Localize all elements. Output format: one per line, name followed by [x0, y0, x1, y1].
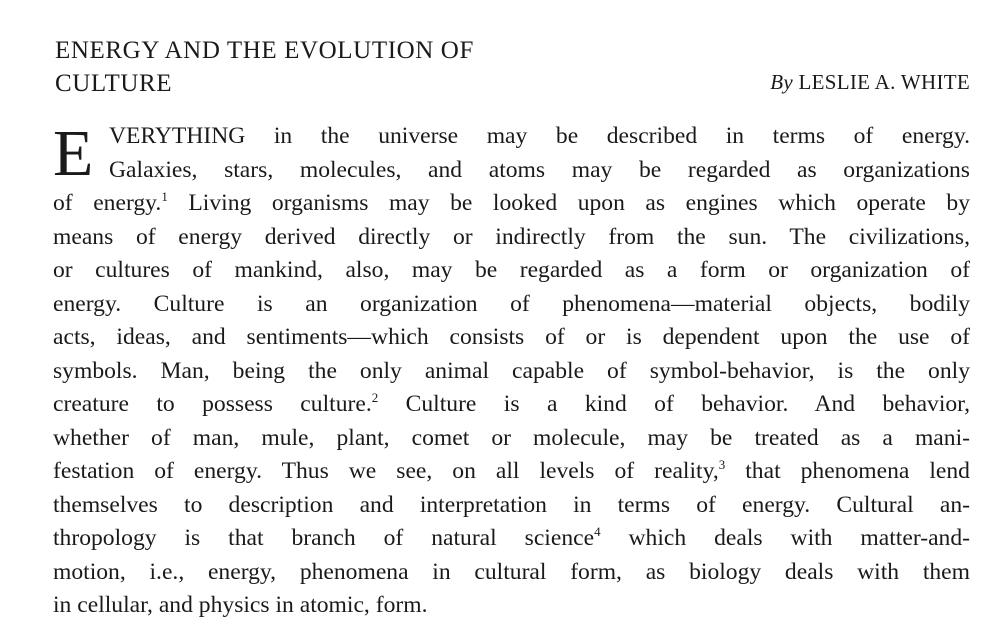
byline-prefix: By — [770, 70, 793, 94]
body-line: Galaxies, stars, molecules, and atoms may be regarded as organizations — [109, 156, 970, 183]
body-line: themselves to description and interpretation in terms of energy. Cultural an- — [53, 491, 970, 518]
body-line: VERYTHING in the universe may be described in terms of energy. — [109, 123, 970, 149]
body-line: in cellular, and physics in atomic, form. — [53, 592, 428, 618]
body-line: thropology is that branch of natural science$^4$ which deals with matter-and- — [53, 524, 970, 551]
body-line: festation of energy. Thus we see, on all levels of reality,$^3$ that phenomena lend — [53, 457, 970, 484]
footnote-ref-1: 1 — [161, 189, 168, 205]
body-line: acts, ideas, and sentiments—which consists of or is dependent upon the use of — [53, 324, 970, 350]
drop-cap: E — [53, 117, 94, 190]
body-line: of energy.$^1$ Living organisms may be looked upon as engines which operate by — [53, 189, 970, 216]
footnote-ref-3: 3 — [718, 457, 726, 473]
footnote-ref-2: 2 — [371, 390, 379, 406]
article-title — [55, 34, 474, 100]
article-body-paragraph — [53, 117, 970, 623]
body-line: motion, i.e., energy, phenomena in cultural form, as biology deals with them — [53, 558, 970, 585]
title-line-1: ENERGY AND THE EVOLUTION OF — [55, 37, 474, 64]
body-line: means of energy derived directly or indirectly from the sun. The civilizations, — [53, 223, 970, 250]
body-line: symbols. Man, being the only animal capable of symbol-behavior, is the only — [53, 357, 970, 384]
title-line-2: CULTURE — [55, 70, 173, 97]
body-line: energy. Culture is an organization of phenomena—material objects, bodily — [53, 290, 970, 317]
byline-author: LESLIE A. WHITE — [798, 70, 970, 94]
body-line: creature to possess culture.$^2$ Culture is a kind of behavior. And behavior, — [53, 390, 970, 417]
body-line: whether of man, mule, plant, comet or molecule, may be treated as a mani- — [53, 424, 970, 451]
author-byline — [770, 68, 970, 96]
footnote-ref-4: 4 — [594, 524, 601, 540]
body-line: or cultures of mankind, also, may be regarded as a form or organization of — [53, 257, 970, 283]
